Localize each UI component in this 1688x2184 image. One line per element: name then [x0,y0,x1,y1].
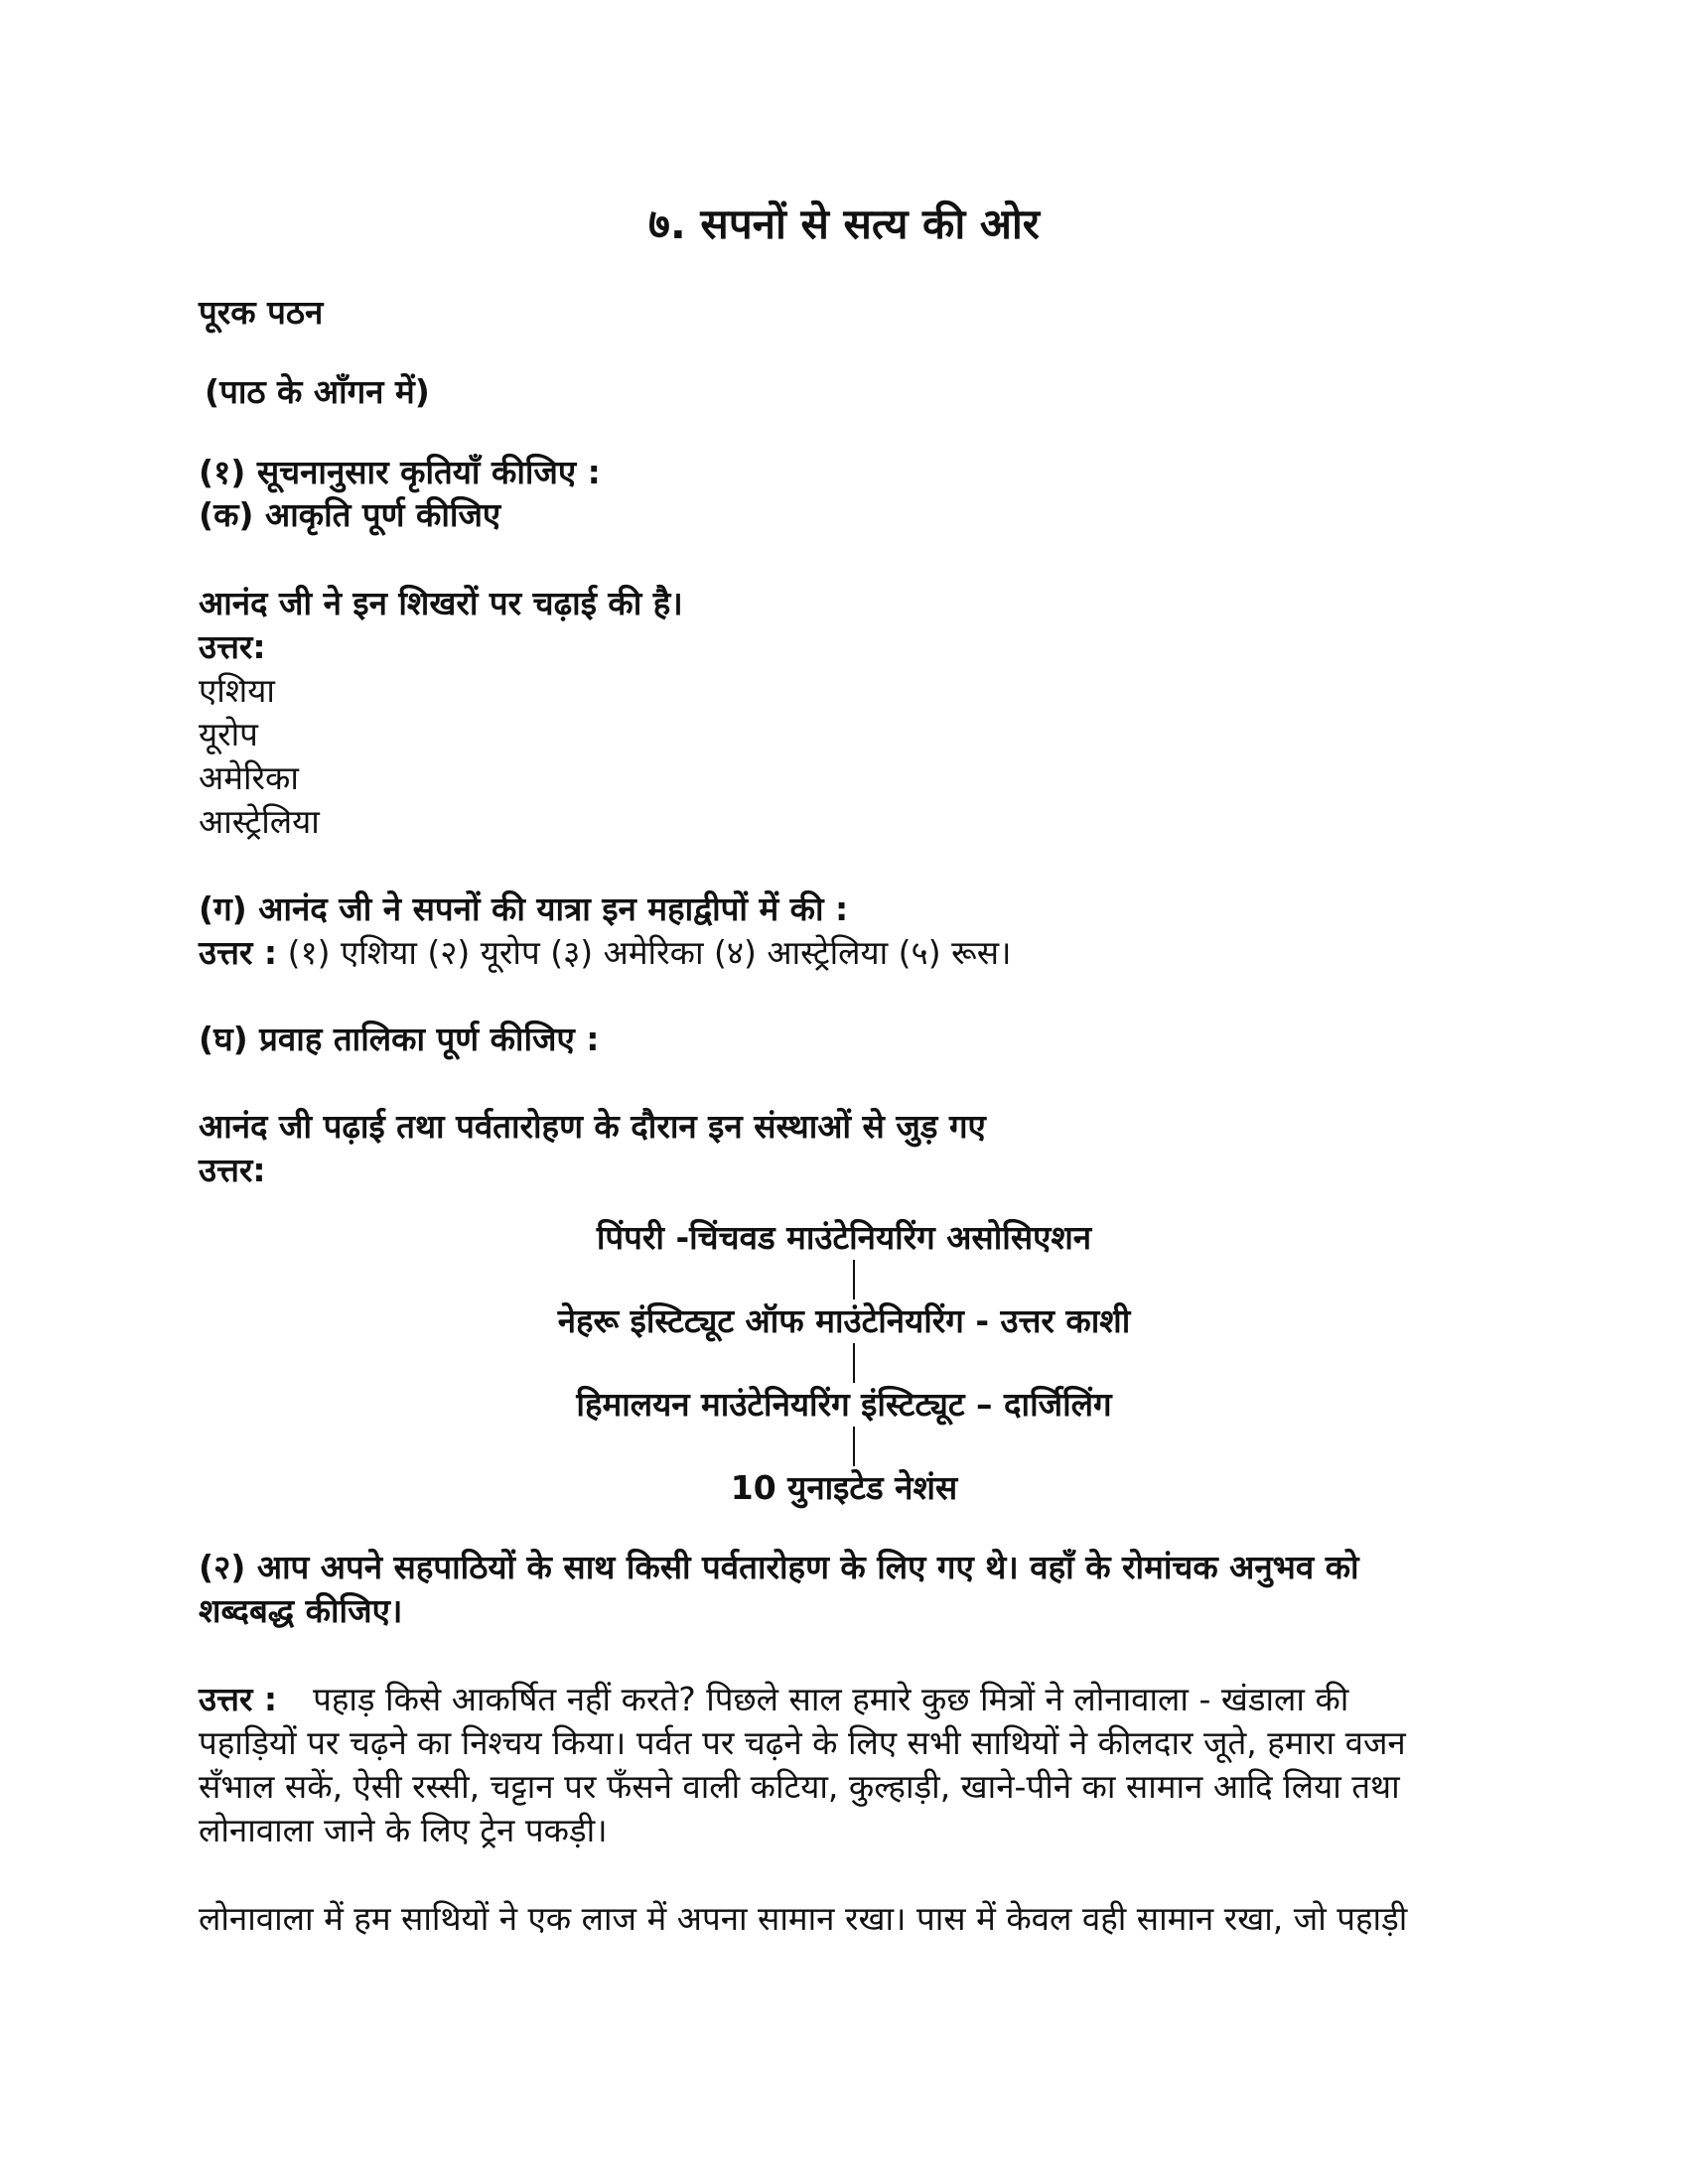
q-ga-answer-text: (१) एशिया (२) यूरोप (३) अमेरिका (४) आस्ट्रेलिया (५) रूस। [287,933,1012,972]
paragraph-line: पहाड़ियों पर चढ़ने का निश्चय किया। पर्वत पर चढ़ने के लिए सभी साथियों ने कीलदार जूते, हमारा वजन [199,1723,1406,1762]
q-gha-answer-label: उत्तर: [199,1151,266,1189]
flowchart-connector [853,1260,855,1299]
q1-answer-item: आस्ट्रेलिया [199,802,320,841]
flowchart-node: हिमालयन माउंटेनियरिंग इंस्टिट्यूट – दार्जिलिंग [576,1385,1112,1424]
flowchart-node: नेहरू इंस्टिट्यूट ऑफ माउंटेनियरिंग - उत्तर काशी [557,1301,1131,1340]
flowchart [199,1216,1489,1510]
paragraph-text: पहाड़ किसे आकर्षित नहीं करते? पिछले साल हमारे कुछ मित्रों ने लोनावाला - खंडाला की [313,1680,1349,1718]
paragraph-line: सँभाल सकें, ऐसी रस्सी, चट्टान पर फँसने वाली कटिया, कुल्हाड़ी, खाने-पीने का सामान आदि लिया तथा [199,1767,1400,1806]
q-gha-label: (घ) प्रवाह तालिका पूर्ण कीजिए : [199,1020,600,1058]
q-ga-question: (ग) आनंद जी ने सपनों की यात्रा इन महाद्वीपों में की : [199,889,849,928]
q1-answer-item: एशिया [199,671,275,710]
paragraph-line: लोनावाला जाने के लिए ट्रेन पकड़ी। [199,1811,608,1849]
q1-answer-item: अमेरिका [199,758,299,797]
q2-answer-paragraph-2: लोनावाला में हम साथियों ने एक लाज में अपना सामान रखा। पास में केवल वही सामान रखा, जो पहाड़ी [199,1899,1408,1938]
q1-label: (१) सूचनानुसार कृतियाँ कीजिए : [199,453,601,491]
flowchart-node: पिंपरी -चिंचवड माउंटेनियरिंग असोसिएशन [596,1218,1092,1257]
q1-answer-item: यूरोप [199,715,258,753]
flowchart-connector [853,1343,855,1383]
section-heading: पूरक पठन [199,293,324,332]
document-page [199,0,1489,2184]
q2-answer-label: उत्तर : [199,1680,278,1718]
subheading: (पाठ के आँगन में) [205,372,430,411]
q2-answer-paragraph [199,1678,1489,1852]
q2-question-line: (२) आप अपने सहपाठियों के साथ किसी पर्वतारोहण के लिए गए थे। वहाँ के रोमांचक अनुभव को [199,1548,1359,1586]
q1-question: आनंद जी ने इन शिखरों पर चढ़ाई की है। [199,584,683,622]
q1-answer-label: उत्तर: [199,627,266,666]
flowchart-node: 10 युनाइटेड नेशंस [730,1468,958,1507]
q-ga-answer-label: उत्तर : [199,933,278,972]
paragraph-line [199,1678,1489,1721]
q-ga-answer [199,931,1012,975]
q-gha-question: आनंद जी पढ़ाई तथा पर्वतारोहण के दौरान इन संस्थाओं से जुड़ गए [199,1107,986,1146]
chapter-title: ७. सपनों से सत्य की ओर [648,200,1040,248]
flowchart-connector [853,1427,855,1466]
q1-part-ka: (क) आकृति पूर्ण कीजिए [199,495,501,534]
q2-question-line: शब्दबद्ध कीजिए। [199,1591,403,1630]
